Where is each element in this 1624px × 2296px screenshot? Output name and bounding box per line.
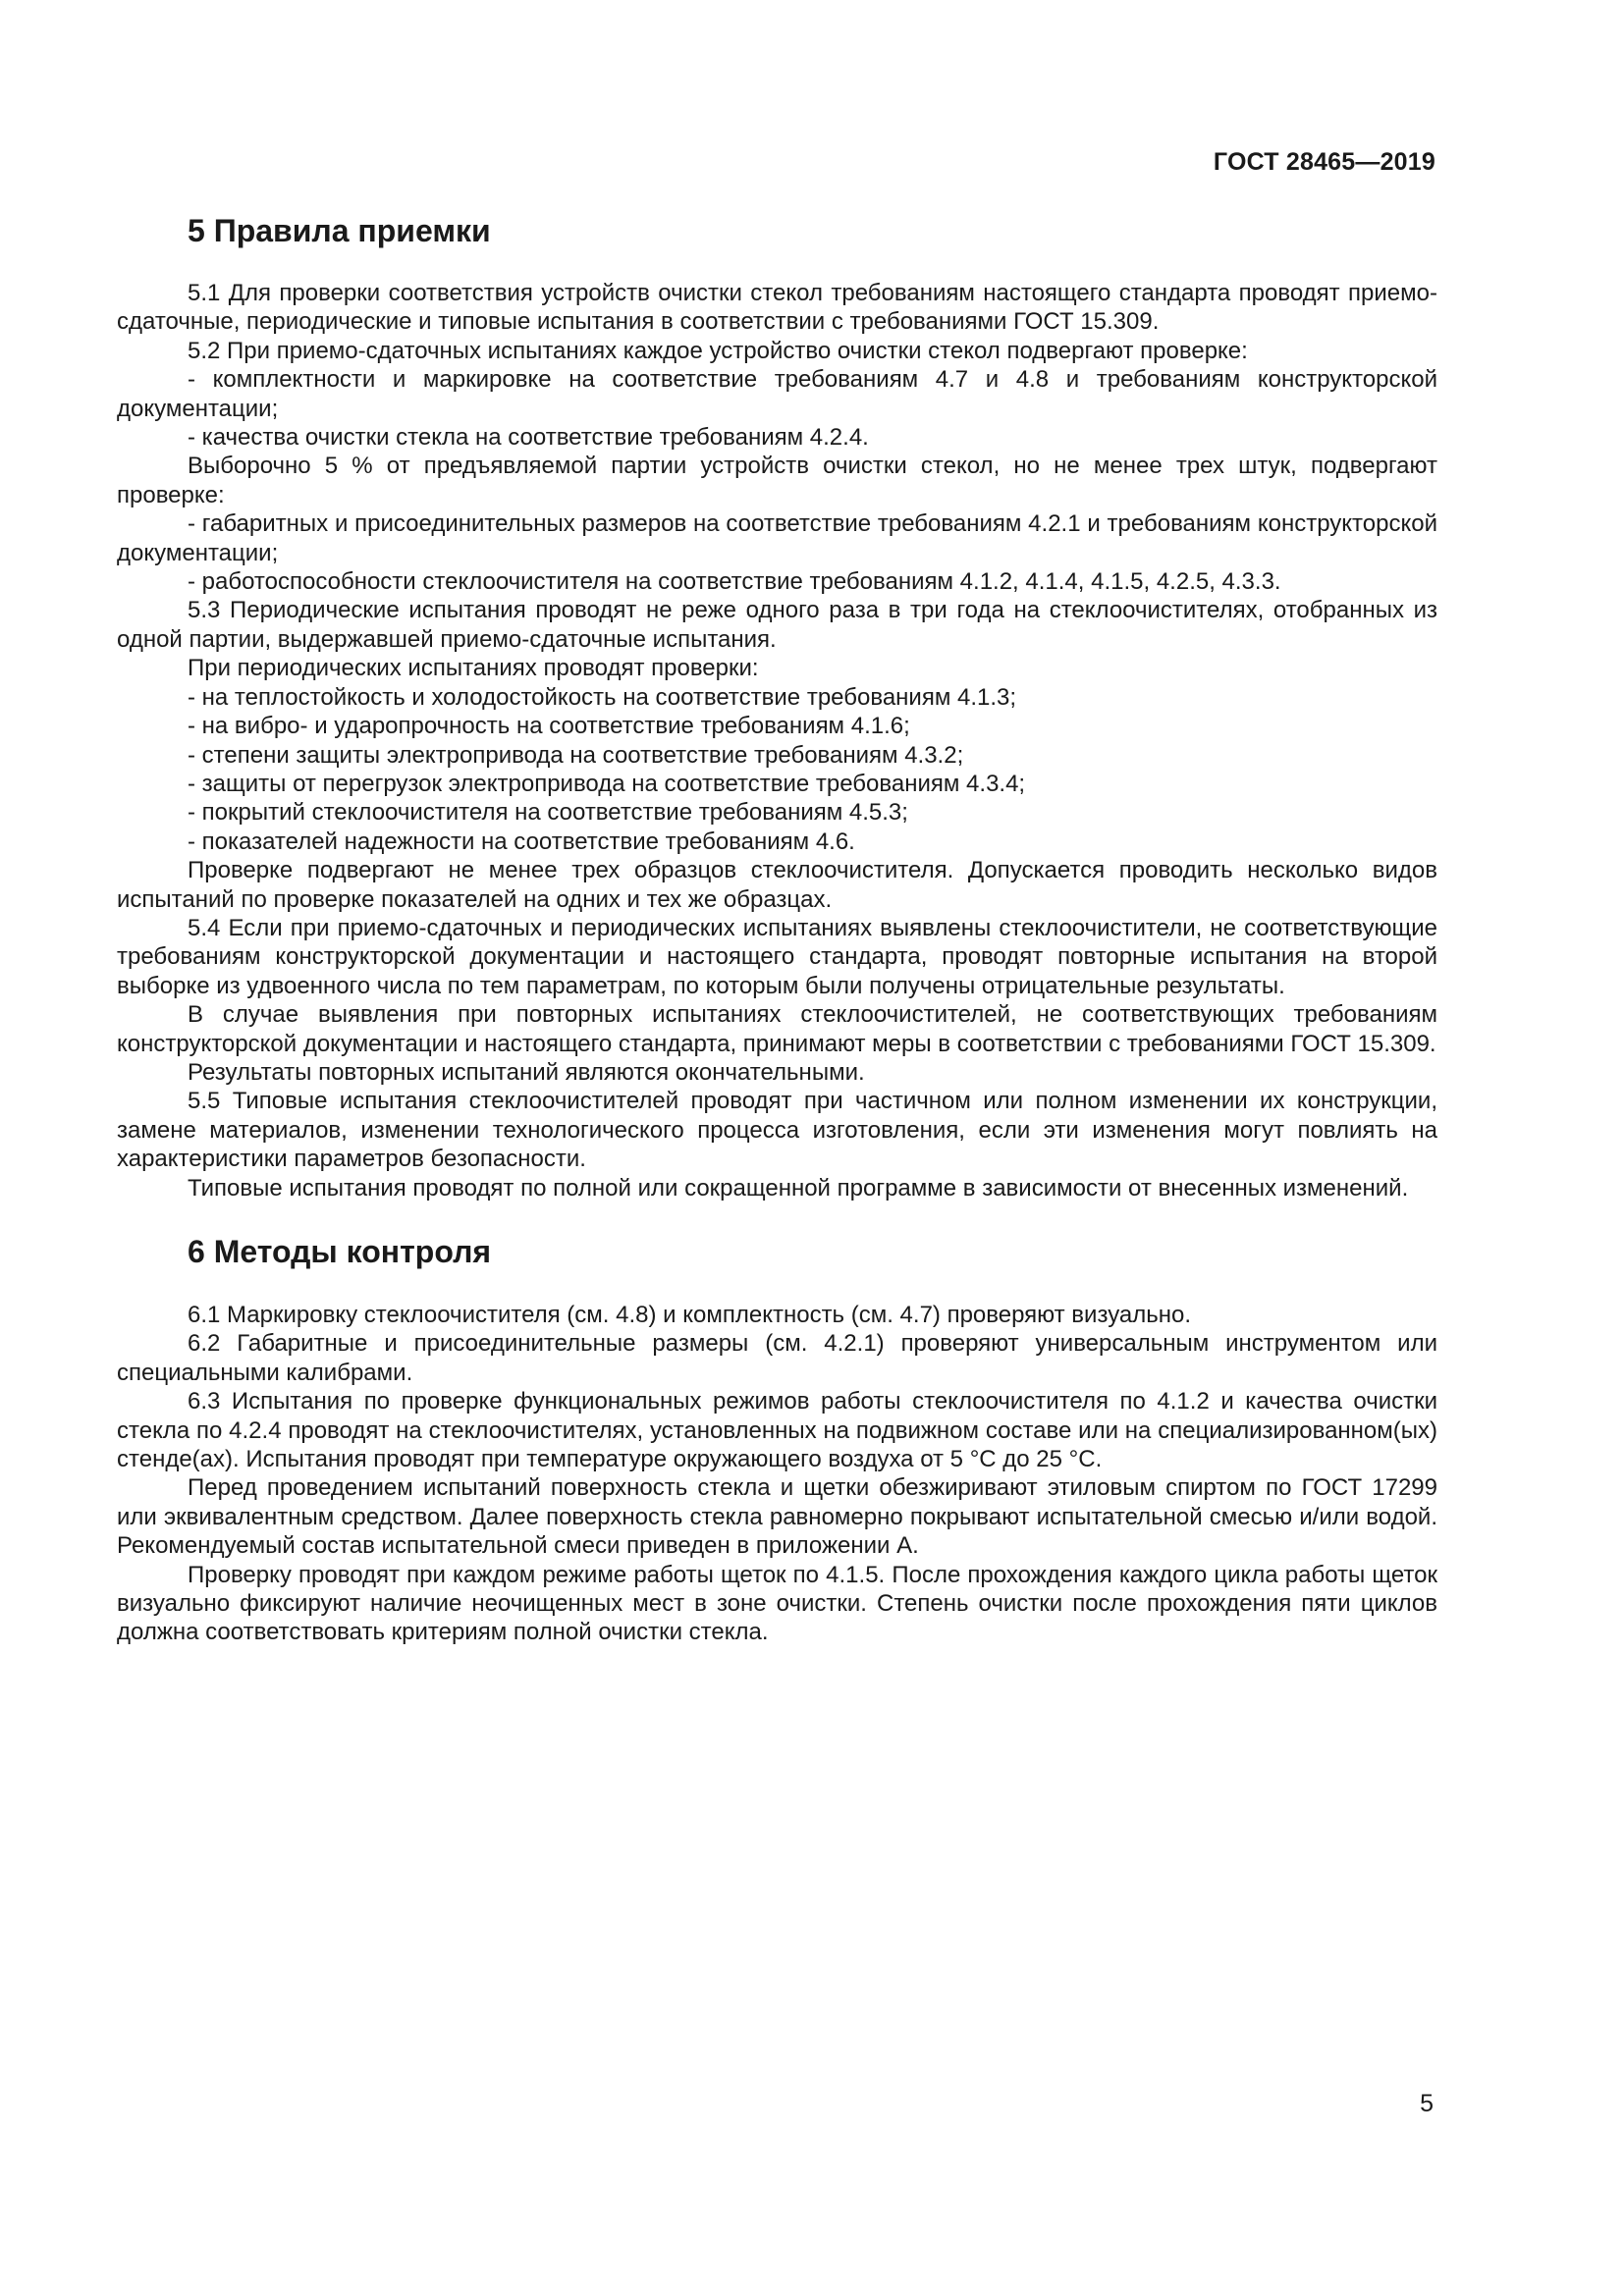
paragraph: 6.2 Габаритные и присоединительные размеры (см. 4.2.1) проверяют универсальным инструментом или специальными калибрами. [117,1330,1437,1386]
section-heading-control-methods: 6 Методы контроля [188,1234,492,1269]
paragraph: Перед проведением испытаний поверхность стекла и щетки обезжиривают этиловым спиртом по ГОСТ 17299 или эквивалентным средством. Далее поверхность стекла равномерно покрывают испытательной смесью и/или водой. Рекомендуемый состав испытательной смеси приведен в приложении А. [117,1474,1437,1560]
paragraph: 5.3 Периодические испытания проводят не реже одного раза в три года на стеклоочистителях, отобранных из одной партии, выдержавшей приемо-сдаточные испытания. [117,597,1437,653]
paragraph: Типовые испытания проводят по полной или сокращенной программе в зависимости от внесенных изменений. [188,1174,1409,1201]
document-body [117,211,1437,1647]
paragraph: 5.2 При приемо-сдаточных испытаниях каждое устройство очистки стекол подвергают проверке: [188,337,1248,364]
list-item: - комплектности и маркировке на соответствие требованиям 4.7 и 4.8 и требованиям конструкторской документации; [117,366,1437,422]
paragraph: В случае выявления при повторных испытаниях стеклоочистителей, не соответствующих требованиям конструкторской документации и настоящего стандарта, принимают меры в соответствии с требованиями ГОСТ 15.309. [117,1001,1437,1057]
section-heading-acceptance-rules: 5 Правила приемки [188,213,491,248]
paragraph: 6.3 Испытания по проверке функциональных режимов работы стеклоочистителя по 4.1.2 и качества очистки стекла по 4.2.4 проводят на стеклоочистителях, установленных на подвижном составе или на специализированном(ых) стенде(ах). Испытания проводят при температуре окружающего воздуха от 5 °С до 25 °С. [117,1388,1437,1473]
paragraph: Проверку проводят при каждом режиме работы щеток по 4.1.5. После прохождения каждого цикла работы щеток визуально фиксируют наличие неочищенных мест в зоне очистки. Степень очистки после прохождения пяти циклов должна соответствовать критериям полной очистки стекла. [117,1561,1437,1646]
list-item: - на теплостойкость и холодостойкость на соответствие требованиям 4.1.3; [188,683,1017,711]
paragraph: 5.1 Для проверки соответствия устройств очистки стекол требованиям настоящего стандарта проводят приемо-сдаточные, периодические и типовые испытания в соответствии с требованиями ГОСТ 15.309. [117,280,1437,336]
list-item: - габаритных и присоединительных размеров на соответствие требованиям 4.2.1 и требованиям конструкторской документации; [117,510,1437,566]
paragraph: Результаты повторных испытаний являются окончательными. [188,1058,865,1086]
paragraph: 6.1 Маркировку стеклоочистителя (см. 4.8) и комплектность (см. 4.7) проверяют визуально. [188,1302,1192,1328]
paragraph: При периодических испытаниях проводят проверки: [188,655,759,682]
list-item: - степени защиты электропривода на соответствие требованиям 4.3.2; [188,741,964,769]
paragraph: Выборочно 5 % от предъявляемой партии устройств очистки стекол, но не менее трех штук, подвергают проверке: [117,453,1437,508]
paragraph: Проверке подвергают не менее трех образцов стеклоочистителя. Допускается проводить несколько видов испытаний по проверке показателей на одних и тех же образцах. [117,857,1437,913]
list-item: - работоспособности стеклоочистителя на соответствие требованиям 4.1.2, 4.1.4, 4.1.5, 4.2.5, 4.3.3. [188,568,1281,596]
list-item: - показателей надежности на соответствие требованиям 4.6. [188,828,855,855]
paragraph: 5.4 Если при приемо-сдаточных и периодических испытаниях выявлены стеклоочистители, не соответствующие требованиям конструкторской документации и настоящего стандарта, проводят повторные испытания на второй выборке из удвоенного числа по тем параметрам, по которым были получены отрицательные результаты. [117,914,1437,999]
list-item: - качества очистки стекла на соответствие требованиям 4.2.4. [188,424,869,452]
page-number: 5 [1420,2090,1434,2117]
list-item: - на вибро- и ударопрочность на соответствие требованиям 4.1.6; [188,713,910,740]
list-item: - защиты от перегрузок электропривода на соответствие требованиям 4.3.4; [188,770,1026,797]
document-designation: ГОСТ 28465—2019 [1213,148,1435,176]
paragraph: 5.5 Типовые испытания стеклоочистителей проводят при частичном или полном изменении их конструкции, замене материалов, изменении технологического процесса изготовления, если эти изменения могут повлиять на характеристики параметров безопасности. [117,1088,1437,1173]
list-item: - покрытий стеклоочистителя на соответствие требованиям 4.5.3; [188,799,908,827]
